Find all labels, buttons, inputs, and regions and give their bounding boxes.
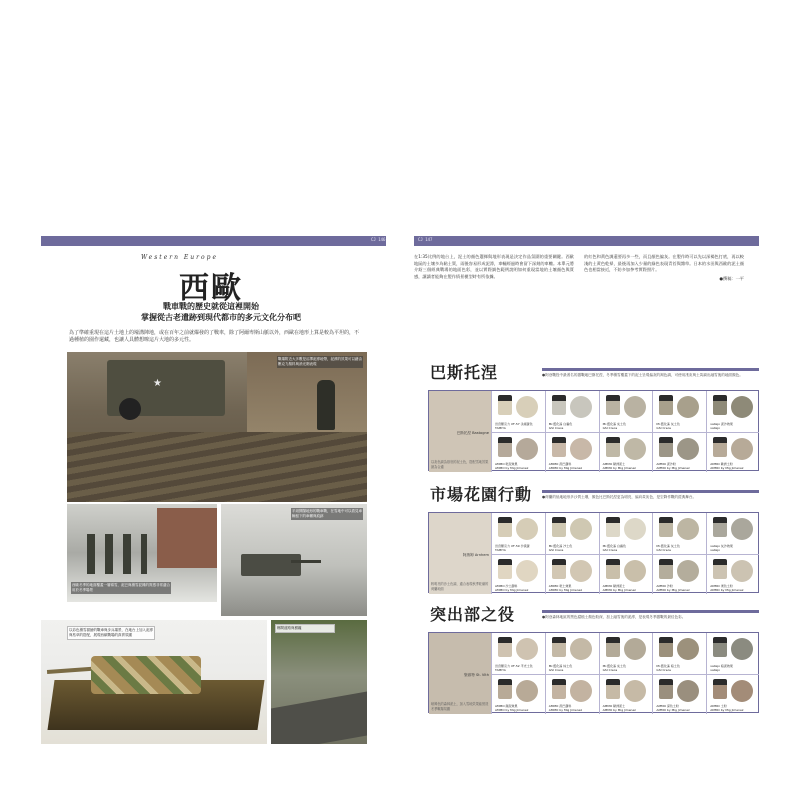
color-sample xyxy=(677,560,699,582)
color-sample xyxy=(677,438,699,460)
color-sample xyxy=(731,680,753,702)
region-kicker: Western Europe xyxy=(141,254,219,261)
infantry-group xyxy=(87,534,147,574)
color-sample xyxy=(516,438,538,460)
photo-caption-diorama: 以彩色積雪描繪的戰車與步兵場景，在地台上加入泥濘與枯草的搭配，展現西歐戰場的真實氛圍 xyxy=(67,626,155,640)
product-brand: vallejo xyxy=(710,667,720,672)
product-cell xyxy=(491,391,545,432)
product-brand: AMMO by Mig Jimenez xyxy=(656,708,690,712)
camouflage-tank-model xyxy=(91,656,201,694)
paint-jar-icon xyxy=(713,679,727,699)
paint-jar-icon xyxy=(498,679,512,699)
page-number: CJ 146 xyxy=(371,237,386,242)
product-name: AMMO 濕泥效果 xyxy=(495,704,518,708)
region-swatch-note: 以灰色調為基底的泥土色，搭配雪地效果最為合適 xyxy=(431,460,489,469)
color-sample xyxy=(624,396,646,418)
paint-jar-icon xyxy=(713,395,727,415)
product-cell xyxy=(652,554,706,595)
product-brand: AMMO by Mig Jimenez xyxy=(495,588,529,592)
product-cell xyxy=(545,391,599,432)
product-cell xyxy=(491,513,545,554)
paint-jar-icon xyxy=(606,517,620,537)
diorama-photo xyxy=(41,620,267,744)
product-brand: vallejo xyxy=(710,547,720,552)
paint-jar-icon xyxy=(606,437,620,457)
product-brand: AMMO by Mig Jimenez xyxy=(656,466,690,470)
product-name: AMMO 歐洲泥土 xyxy=(602,704,626,708)
product-brand: GSI Creos xyxy=(656,667,671,672)
product-brand: AMMO by Mig Jimenez xyxy=(602,708,636,712)
page-header-bar xyxy=(41,236,386,246)
paint-jar-icon xyxy=(659,559,673,579)
color-sample xyxy=(677,680,699,702)
color-sample xyxy=(731,396,753,418)
product-label xyxy=(549,584,582,592)
product-name: AMMO 乾土效果 xyxy=(548,584,572,588)
product-cell xyxy=(706,633,759,674)
snow-scene-photo xyxy=(67,504,217,602)
product-name: AMMO 沙土顏料 xyxy=(495,584,518,588)
product-name: Mr.舊化漆 白霜色 xyxy=(548,421,573,426)
color-sample xyxy=(624,680,646,702)
region-swatch-note: 較明亮的沙土色調，適合表現秋季乾燥的荷蘭地面 xyxy=(431,582,489,591)
color-swatch-grid xyxy=(428,390,759,471)
product-cell xyxy=(706,554,759,595)
photo-caption-tank: 平坦開闊地形的戰車戰，在雪地中可以看見車輛留下的車轍與痕跡 xyxy=(292,509,362,518)
region-swatch-name: 阿納姆 Arnhem xyxy=(462,553,489,557)
color-sample xyxy=(624,638,646,660)
left-page xyxy=(41,236,386,744)
section-rule xyxy=(542,368,759,371)
photo-caption-snow: 西歐冬季的地面覆蓋一層薄雪，泥巴與積雪混雜的質感非常適合用於冬季場景 xyxy=(72,583,170,592)
product-label xyxy=(710,664,733,672)
product-label xyxy=(603,704,636,712)
product-brand: AMMO by Mig Jimenez xyxy=(602,466,636,470)
region-swatch-name: 聖維特 St. Vith xyxy=(464,673,489,677)
color-sample xyxy=(570,680,592,702)
product-cells xyxy=(491,391,759,472)
paint-jar-icon xyxy=(606,395,620,415)
color-sample xyxy=(731,560,753,582)
color-sample xyxy=(570,396,592,418)
product-label xyxy=(656,422,679,430)
muddy-road-photo xyxy=(67,352,367,502)
product-brand: GSI Creos xyxy=(602,425,618,430)
product-brand: TAMIYA xyxy=(495,667,506,672)
product-label xyxy=(549,704,582,712)
subtitle-line-1: 戰車戰的歷史就從這裡開始 xyxy=(163,302,259,311)
product-cell xyxy=(545,633,599,674)
section-title: 市場花園行動 xyxy=(430,485,533,504)
product-cell xyxy=(706,674,759,715)
product-brand: TAMIYA xyxy=(495,547,506,552)
product-cell xyxy=(545,554,599,595)
mud-ground xyxy=(67,432,367,502)
paint-jar-icon xyxy=(659,637,673,657)
product-label xyxy=(549,544,572,552)
product-cell xyxy=(545,432,599,473)
product-name: vallejo 灰沙效果 xyxy=(710,543,733,548)
product-label xyxy=(495,664,533,672)
paint-jar-icon xyxy=(552,437,566,457)
page-title: 西歐 xyxy=(179,271,243,306)
product-cell xyxy=(599,432,653,473)
product-cell xyxy=(545,674,599,715)
color-sample xyxy=(516,518,538,540)
ruined-house xyxy=(157,508,217,568)
product-brand: GSI Creos xyxy=(602,667,618,672)
color-sample xyxy=(516,680,538,702)
product-label xyxy=(495,544,530,552)
product-brand: AMMO by Mig Jimenez xyxy=(710,466,744,470)
body-column-2-text: 的紅色和黃色調還要再多一些，而且顏色偏灰。在製作時可以先以深褐色打底，再以較淺的土黃色乾掃，最後再加入少量的綠色表現青苔與雜草。日本的水田與西歐的泥土顏色也相當接近，不妨多加參考實際照片。 xyxy=(584,254,744,272)
soldier-figure xyxy=(317,380,335,430)
color-sample xyxy=(516,560,538,582)
product-label xyxy=(549,664,572,672)
product-label xyxy=(656,584,689,592)
paint-jar-icon xyxy=(498,437,512,457)
paint-jar-icon xyxy=(498,637,512,657)
product-name: 田宮壓克力 XF-52 平光土色 xyxy=(495,663,533,668)
section-rule xyxy=(542,490,759,493)
product-cell xyxy=(652,674,706,715)
product-brand: AMMO by Mig Jimenez xyxy=(710,708,744,712)
product-brand: GSI Creos xyxy=(548,425,564,430)
product-name: Mr.舊化漆 灰土色 xyxy=(656,421,680,426)
color-sample xyxy=(624,560,646,582)
product-label xyxy=(549,422,572,430)
color-sample xyxy=(516,396,538,418)
paint-jar-icon xyxy=(552,395,566,415)
product-cell xyxy=(491,633,545,674)
tank-destroyer-model xyxy=(241,554,301,576)
paint-jar-icon xyxy=(552,637,566,657)
paint-jar-icon xyxy=(713,437,727,457)
product-cell xyxy=(706,391,759,432)
product-label xyxy=(710,462,743,470)
product-brand: TAMIYA xyxy=(495,425,506,430)
product-cell xyxy=(652,391,706,432)
color-swatch-grid xyxy=(428,632,759,713)
product-cell xyxy=(652,432,706,473)
color-sample xyxy=(731,438,753,460)
subtitle-line-2: 掌握從古老遺跡到現代都市的多元文化分布吧 xyxy=(141,313,301,322)
product-cells xyxy=(491,513,759,594)
product-brand: AMMO by Mig Jimenez xyxy=(710,588,744,592)
product-label xyxy=(495,584,528,592)
product-name: AMMO 泥沙粉 xyxy=(656,462,676,466)
color-sample xyxy=(570,518,592,540)
product-cell xyxy=(491,554,545,595)
paint-jar-icon xyxy=(498,395,512,415)
section-description: ●荷蘭的低地地形多沙質土壤，顏色比巴斯托涅更為明亮，偏向黃灰色，是空降作戰的經典舞台。 xyxy=(542,495,697,499)
product-label xyxy=(710,704,743,712)
paint-jar-icon xyxy=(659,679,673,699)
product-brand: GSI Creos xyxy=(656,547,671,552)
color-sample xyxy=(570,638,592,660)
product-cells xyxy=(491,633,759,714)
paint-jar-icon xyxy=(552,517,566,537)
product-name: AMMO 土粉 xyxy=(710,704,727,708)
product-label xyxy=(603,544,626,552)
paint-jar-icon xyxy=(552,679,566,699)
product-name: 田宮壓克力 XF-59 沙漠黃 xyxy=(495,543,530,548)
paint-jar-icon xyxy=(498,559,512,579)
product-name: AMMO 泥巴顏料 xyxy=(548,704,572,708)
product-name: AMMO 歐洲土粉 xyxy=(710,462,733,466)
product-label xyxy=(710,422,733,430)
section-rule xyxy=(542,610,759,613)
product-label xyxy=(710,544,733,552)
color-sample xyxy=(677,518,699,540)
product-name: Mr.舊化漆 棕土色 xyxy=(548,663,573,668)
product-cell xyxy=(599,633,653,674)
product-label xyxy=(603,422,626,430)
paint-jar-icon xyxy=(606,679,620,699)
product-name: AMMO 歐洲泥土 xyxy=(602,462,626,466)
product-name: AMMO 歐洲泥土 xyxy=(602,584,626,588)
section-title: 突出部之役 xyxy=(430,605,516,624)
product-cell xyxy=(491,432,545,473)
page-header-bar-right xyxy=(414,236,759,246)
photo-caption-road: 鄉間道路與樹籬 xyxy=(275,624,335,633)
product-label xyxy=(656,544,679,552)
product-name: Mr.舊化漆 灰土色 xyxy=(602,421,627,426)
region-color-swatch xyxy=(429,633,491,714)
product-name: Mr.舊化漆 白霜色 xyxy=(602,543,627,548)
product-label xyxy=(549,462,582,470)
product-name: AMMO 深色土粉 xyxy=(656,704,679,708)
color-sample xyxy=(570,560,592,582)
product-cell xyxy=(545,513,599,554)
product-brand: GSI Creos xyxy=(548,547,564,552)
product-name: Mr.舊化漆 灰土色 xyxy=(602,663,627,668)
photo-caption-main: 戰場附近大多數是沼澤泥濘地帶，泥濘的效果可以藉由壓克力顏料與消光劑表現 xyxy=(278,357,362,366)
intro-paragraph: 為了準確重現在這片土地上的壕溝陣地，或在百年之前就爆發的了戰車，除了阿爾卑斯山脈以外，西歐在地形上算是較為平坦的，不過種植的園作還藏，也讓人具體想暸這片大地的多元性。 xyxy=(69,330,360,343)
product-cell xyxy=(599,391,653,432)
product-name: AMMO 沙粉 xyxy=(656,584,673,588)
product-name: Mr.舊化漆 暗土色 xyxy=(656,663,680,668)
product-brand: AMMO by Mig Jimenez xyxy=(548,588,583,592)
product-brand: vallejo xyxy=(710,425,720,430)
product-brand: GSI Creos xyxy=(548,667,564,672)
product-name: AMMO 淺色土粉 xyxy=(710,584,733,588)
product-name: Mr.舊化漆 沙土色 xyxy=(548,543,573,548)
product-label xyxy=(656,664,679,672)
paint-jar-icon xyxy=(552,559,566,579)
section-description: ●阿登森林地區的黑色腐植土顏色較深，加上融雪後的泥濘，是表現冬季激戰的最佳色彩。 xyxy=(542,615,686,619)
paint-jar-icon xyxy=(606,637,620,657)
region-swatch-note: 暗褐色的森林泥土，加入雪地效果能營造冬季戰場氛圍 xyxy=(431,702,489,711)
product-name: 田宮壓克力 XF-57 浅褐黃色 xyxy=(495,421,533,426)
color-sample xyxy=(624,438,646,460)
product-brand: AMMO by Mig Jimenez xyxy=(548,466,583,470)
paint-jar-icon xyxy=(713,637,727,657)
product-brand: AMMO by Mig Jimenez xyxy=(495,708,529,712)
right-page xyxy=(414,236,759,744)
product-label xyxy=(603,584,636,592)
product-cell xyxy=(706,432,759,473)
product-label xyxy=(495,422,533,430)
product-cell xyxy=(599,674,653,715)
color-sample xyxy=(516,638,538,660)
product-name: Mr.舊化漆 灰土色 xyxy=(656,543,680,548)
product-name: AMMO 乾泥效果 xyxy=(495,462,518,466)
product-cell xyxy=(706,513,759,554)
product-label xyxy=(495,704,528,712)
color-sample xyxy=(731,638,753,660)
product-brand: GSI Creos xyxy=(602,547,618,552)
product-brand: AMMO by Mig Jimenez xyxy=(495,466,529,470)
product-cell xyxy=(599,554,653,595)
color-sample xyxy=(624,518,646,540)
tank-snow-photo xyxy=(221,504,367,616)
product-brand: GSI Creos xyxy=(656,425,671,430)
color-sample xyxy=(570,438,592,460)
product-brand: AMMO by Mig Jimenez xyxy=(602,588,636,592)
country-road-photo xyxy=(271,620,367,744)
product-name: vallejo 泥沙效果 xyxy=(710,421,733,426)
section-title: 巴斯托涅 xyxy=(430,363,499,382)
paint-jar-icon xyxy=(713,517,727,537)
section-description: ●阿登戰役中最著名的激戰地巴斯托涅，冬季積雪覆蓋下的泥土呈現偏灰的褐色調，可使用淺灰與土黃調出融雪後的地面顏色。 xyxy=(542,373,743,377)
body-column-1: 在1:35比例的地台上，泥土的顏色選擇與地形表現是決定作品氛圍的重要關鍵。西歐地區的土壤多為黏土質，雨後容易形成泥濘，車輛經過時會留下深刻的車轍。本單元將介紹三個經典戰場的地面色彩，並以實際調色範例說明如何重現當地的土壤顏色與質感，讓讀者能夠在製作情景模型時有所依據。 xyxy=(414,254,574,279)
product-cell xyxy=(652,513,706,554)
color-sample xyxy=(677,396,699,418)
product-brand: AMMO by Mig Jimenez xyxy=(656,588,690,592)
product-label xyxy=(495,462,528,470)
region-color-swatch xyxy=(429,391,491,472)
product-name: AMMO 泥巴顏料 xyxy=(548,462,572,466)
region-color-swatch xyxy=(429,513,491,594)
author-signature: ●撰稿：一平 xyxy=(719,275,744,281)
paint-jar-icon xyxy=(606,559,620,579)
product-name: vallejo 暗泥效果 xyxy=(710,663,733,668)
paint-jar-icon xyxy=(659,437,673,457)
product-cell xyxy=(652,633,706,674)
color-swatch-grid xyxy=(428,512,759,593)
product-cell xyxy=(491,674,545,715)
color-sample xyxy=(677,638,699,660)
paint-jar-icon xyxy=(498,517,512,537)
product-cell xyxy=(599,513,653,554)
product-label xyxy=(710,584,743,592)
region-swatch-name: 巴斯托涅 Bastogne xyxy=(456,431,489,435)
color-sample xyxy=(731,518,753,540)
paint-jar-icon xyxy=(659,395,673,415)
product-label xyxy=(656,704,689,712)
page-number-right: CJ 147 xyxy=(418,237,433,242)
halftrack-model xyxy=(107,360,225,416)
product-label xyxy=(603,462,636,470)
product-label xyxy=(603,664,626,672)
body-column-2 xyxy=(584,254,744,282)
product-label xyxy=(656,462,689,470)
product-brand: AMMO by Mig Jimenez xyxy=(548,708,583,712)
road-surface xyxy=(271,692,367,744)
paint-jar-icon xyxy=(659,517,673,537)
paint-jar-icon xyxy=(713,559,727,579)
